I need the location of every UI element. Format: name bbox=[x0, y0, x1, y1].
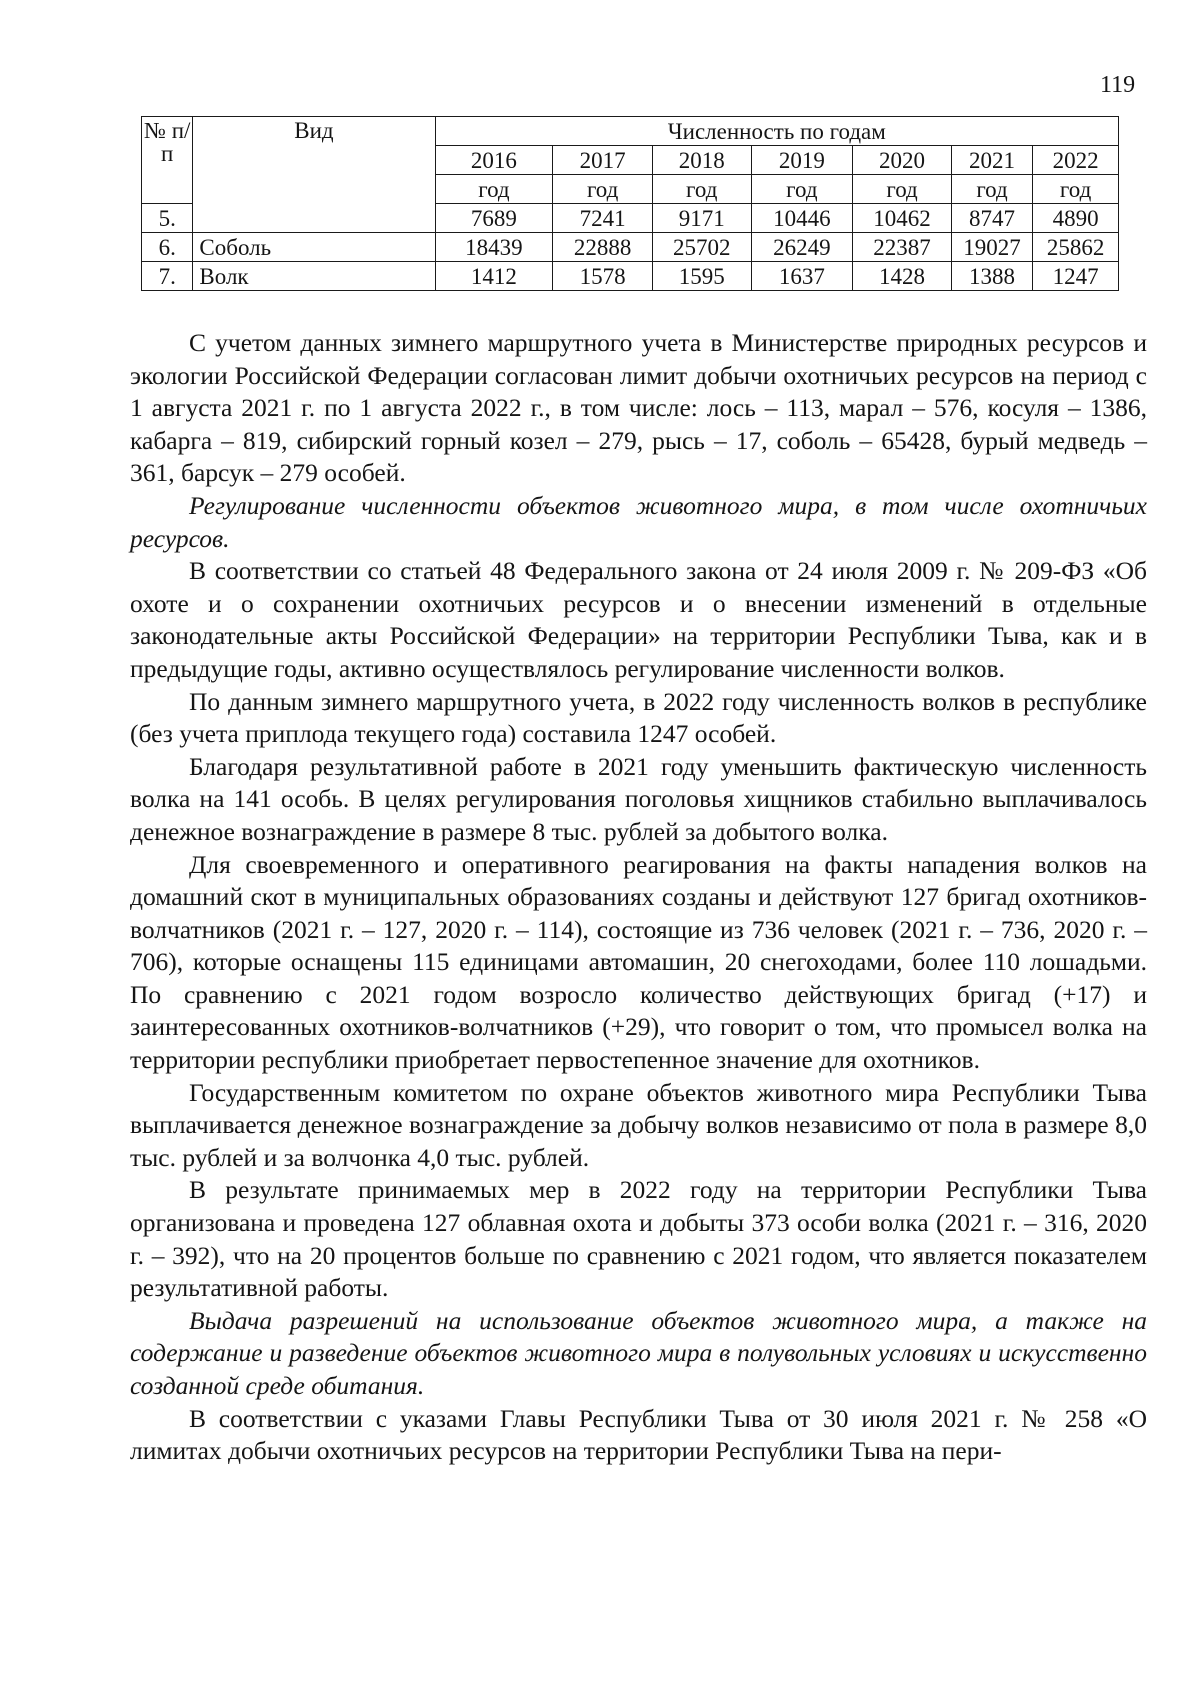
header-year-cell: 2019 bbox=[751, 146, 853, 175]
row-value: 1388 bbox=[951, 262, 1032, 291]
row-species-name: Соболь bbox=[193, 233, 435, 262]
row-value: 22387 bbox=[853, 233, 952, 262]
row-species-name: Волк bbox=[193, 262, 435, 291]
header-species-cell: Вид bbox=[193, 117, 435, 233]
header-year-cell: 2016 bbox=[435, 146, 553, 175]
header-year-cell: 2022 bbox=[1033, 146, 1119, 175]
row-value: 26249 bbox=[751, 233, 853, 262]
header-year-cell: 2020 bbox=[853, 146, 952, 175]
section-heading: Регулирование численности объектов животного мира, в том числе охотничьих ресурсов. bbox=[130, 490, 1147, 553]
page-number: 119 bbox=[1100, 72, 1136, 98]
row-value: 18439 bbox=[435, 233, 553, 262]
row-value: 10446 bbox=[751, 204, 853, 233]
paragraph: В соответствии со статьей 48 Федерального закона от 24 июля 2009 г. № 209-ФЗ «Об охоте и о сохранении охотничьих ресурсов и о внесении изменений в отдельные законодательные акты Российской Федерации» на территории Республики Тыва, как и в предыдущие годы, активно осуществлялось регулирование численности волков. bbox=[130, 556, 1147, 683]
header-year-unit: год bbox=[1033, 175, 1119, 204]
row-value: 7689 bbox=[435, 204, 553, 233]
header-number-cell: № п/п bbox=[142, 117, 193, 204]
header-group-cell: Численность по годам bbox=[435, 117, 1119, 146]
header-year-unit: год bbox=[951, 175, 1032, 204]
section-heading: Выдача разрешений на использование объектов животного мира, а также на содержание и разведение объектов животного мира в полувольных условиях и искусственно созданной среде обитания. bbox=[130, 1305, 1147, 1400]
paragraph: В соответствии с указами Главы Республики Тыва от 30 июля 2021 г. № 258 «О лимитах добычи охотничьих ресурсов на территории Республики Тыва на пери- bbox=[130, 1403, 1147, 1466]
row-number: 5. bbox=[142, 204, 193, 233]
paragraph: С учетом данных зимнего маршрутного учета в Министерстве природных ресурсов и экологии Российской Федерации согласован лимит добычи охотничьих ресурсов на период с 1 августа 2021 г. по 1 августа 2022 г., в том числе: лось – 113, марал – 576, косуля – 1386, кабарга – 819, сибирский горный козел – 279, рысь – 17, соболь – 65428, бурый медведь – 361, барсук – 279 особей. bbox=[130, 328, 1147, 488]
row-value: 1595 bbox=[652, 262, 751, 291]
paragraph: В результате принимаемых мер в 2022 году на территории Республики Тыва организована и проведена 127 облавная охота и добыты 373 особи волка (2021 г. – 316, 2020 г. – 392), что на 20 процентов больше по сравнению с 2021 годом, что является показателем результативной работы. bbox=[130, 1175, 1147, 1303]
population-table bbox=[141, 116, 1119, 291]
row-value: 1412 bbox=[435, 262, 553, 291]
row-value: 1637 bbox=[751, 262, 853, 291]
table-row bbox=[142, 233, 1119, 262]
row-value: 1247 bbox=[1033, 262, 1119, 291]
header-year-unit: год bbox=[652, 175, 751, 204]
row-number: 6. bbox=[142, 233, 193, 262]
header-year-unit: год bbox=[853, 175, 952, 204]
paragraph: Для своевременного и оперативного реагирования на факты нападения волков на домашний скот в муниципальных образованиях созданы и действуют 127 бригад охотников-волчатников (2021 г. – 127, 2020 г. – 114), состоящие из 736 человек (2021 г. – 736, 2020 г. – 706), которые оснащены 115 единицами автомашин, 20 снегоходами, более 110 лошадьми. По сравнению с 2021 годом возросло количество действующих бригад (+17) и заинтересованных охотников-волчатников (+29), что говорит о том, что промысел волка на территории республики приобретает первостепенное значение для охотников. bbox=[130, 849, 1147, 1075]
header-year-unit: год bbox=[751, 175, 853, 204]
paragraph: Государственным комитетом по охране объектов животного мира Республики Тыва выплачивается денежное вознаграждение за добычу волков независимо от пола в размере 8,0 тыс. рублей и за волчонка 4,0 тыс. рублей. bbox=[130, 1077, 1147, 1172]
header-year-cell: 2017 bbox=[553, 146, 653, 175]
row-value: 4890 bbox=[1033, 204, 1119, 233]
row-value: 1428 bbox=[853, 262, 952, 291]
row-value: 19027 bbox=[951, 233, 1032, 262]
row-value: 10462 bbox=[853, 204, 952, 233]
row-value: 7241 bbox=[553, 204, 653, 233]
row-value: 1578 bbox=[553, 262, 653, 291]
body-text bbox=[130, 327, 1147, 1468]
table-header-row bbox=[142, 117, 1119, 146]
paragraph: По данным зимнего маршрутного учета, в 2022 году численность волков в республике (без учета приплода текущего года) составила 1247 особей. bbox=[130, 686, 1147, 749]
row-value: 25702 bbox=[652, 233, 751, 262]
row-value: 9171 bbox=[652, 204, 751, 233]
row-number: 7. bbox=[142, 262, 193, 291]
table-row bbox=[142, 262, 1119, 291]
header-year-cell: 2021 bbox=[951, 146, 1032, 175]
row-value: 8747 bbox=[951, 204, 1032, 233]
header-year-unit: год bbox=[553, 175, 653, 204]
row-value: 25862 bbox=[1033, 233, 1119, 262]
row-value: 22888 bbox=[553, 233, 653, 262]
header-year-unit: год bbox=[435, 175, 553, 204]
header-year-cell: 2018 bbox=[652, 146, 751, 175]
paragraph: Благодаря результативной работе в 2021 году уменьшить фактическую численность волка на 141 особь. В целях регулирования поголовья хищников стабильно выплачивалось денежное вознаграждение в размере 8 тыс. рублей за добытого волка. bbox=[130, 751, 1147, 846]
